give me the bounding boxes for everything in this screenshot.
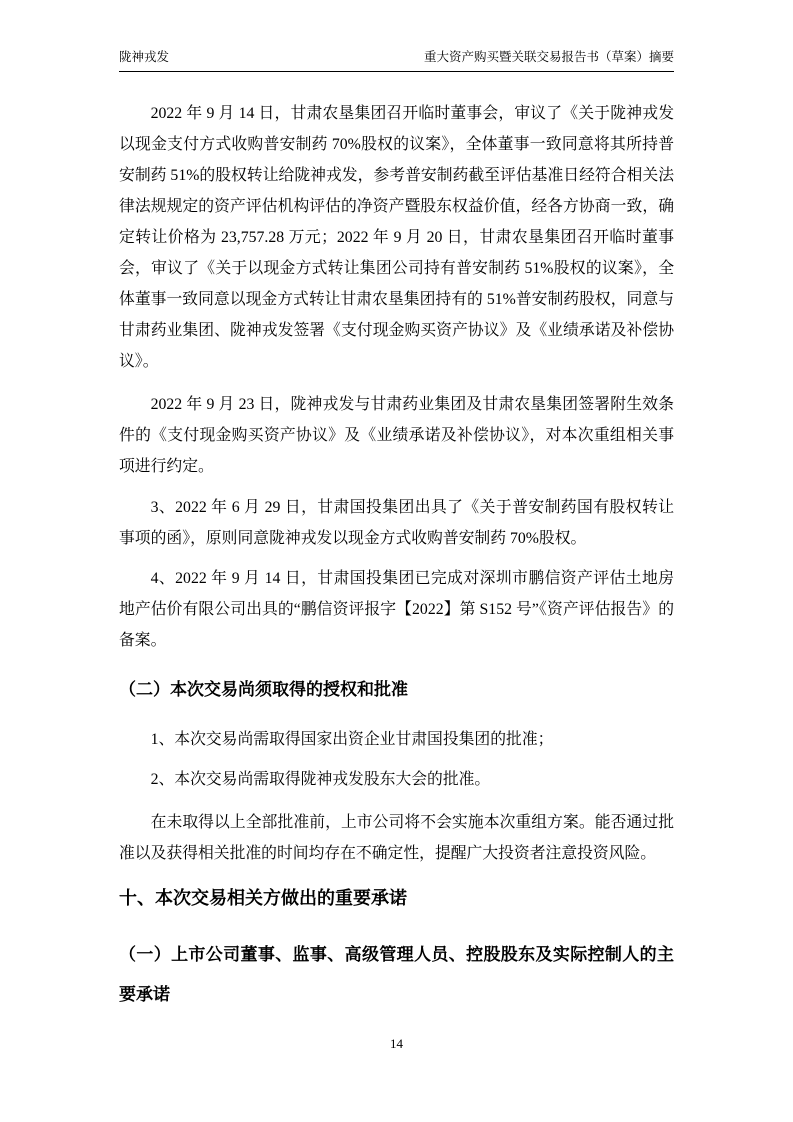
page-number: 14: [390, 1036, 403, 1051]
paragraph-risk-notice: 在未取得以上全部批准前，上市公司将不会实施本次重组方案。能否通过批准以及获得相关批准的时间均存在不确定性，提醒广大投资者注意投资风险。: [119, 814, 674, 862]
page-header: [119, 48, 674, 72]
header-document-title: 重大资产购买暨关联交易报告书（草案）摘要: [423, 50, 674, 64]
heading-major-commitments: （一）上市公司董事、监事、高级管理人员、控股股东及实际控制人的主要承诺: [119, 945, 674, 1004]
list-item-approval-1: 1、本次交易尚需取得国家出资企业甘肃国投集团的批准；: [150, 731, 554, 748]
paragraph-item-4: 4、2022 年 9 月 14 日，甘肃国投集团已完成对深圳市鹏信资产评估土地房地产估价有限公司出具的“鹏信资评报字【2022】第 S152 号”《资产评估报告》的备案。: [119, 570, 674, 649]
heading-authorization-approval: （二）本次交易尚须取得的授权和批准: [119, 680, 408, 699]
list-item-approval-2: 2、本次交易尚需取得陇神戎发股东大会的批准。: [150, 771, 491, 788]
header-company-name: 陇神戎发: [119, 50, 170, 64]
paragraph-board-meeting: 2022 年 9 月 14 日，甘肃农垦集团召开临时董事会，审议了《关于陇神戎发以现金支付方式收购普安制药 70%股权的议案》，全体董事一致同意将其所持普安制药 51%的股权转让给陇神戎发，参考普安制药截至评估基准日经符合相关法律法规规定的资产评估机构评估的净资产暨股东权益价值，经各方协商一致，确定转让价格为 23,757.28 万元；2022 年 9 月 20 日，甘肃农垦集团召开临时董事会，审议了《关于以现金方式转让集团公司持有普安制药 51%股权的议案》，全体董事一致同意以现金方式转让甘肃农垦集团持有的 51%普安制药股权，同意与甘肃药业集团、陇神戎发签署《支付现金购买资产协议》及《业绩承诺及补偿协议》。: [119, 105, 674, 370]
paragraph-agreement-signing: 2022 年 9 月 23 日，陇神戎发与甘肃药业集团及甘肃农垦集团签署附生效条件的《支付现金购买资产协议》及《业绩承诺及补偿协议》，对本次重组相关事项进行约定。: [119, 396, 674, 475]
heading-important-commitments: 十、本次交易相关方做出的重要承诺: [119, 888, 407, 908]
paragraph-item-3: 3、2022 年 6 月 29 日，甘肃国投集团出具了《关于普安制药国有股权转让事项的函》，原则同意陇神戎发以现金方式收购普安制药 70%股权。: [119, 499, 674, 547]
